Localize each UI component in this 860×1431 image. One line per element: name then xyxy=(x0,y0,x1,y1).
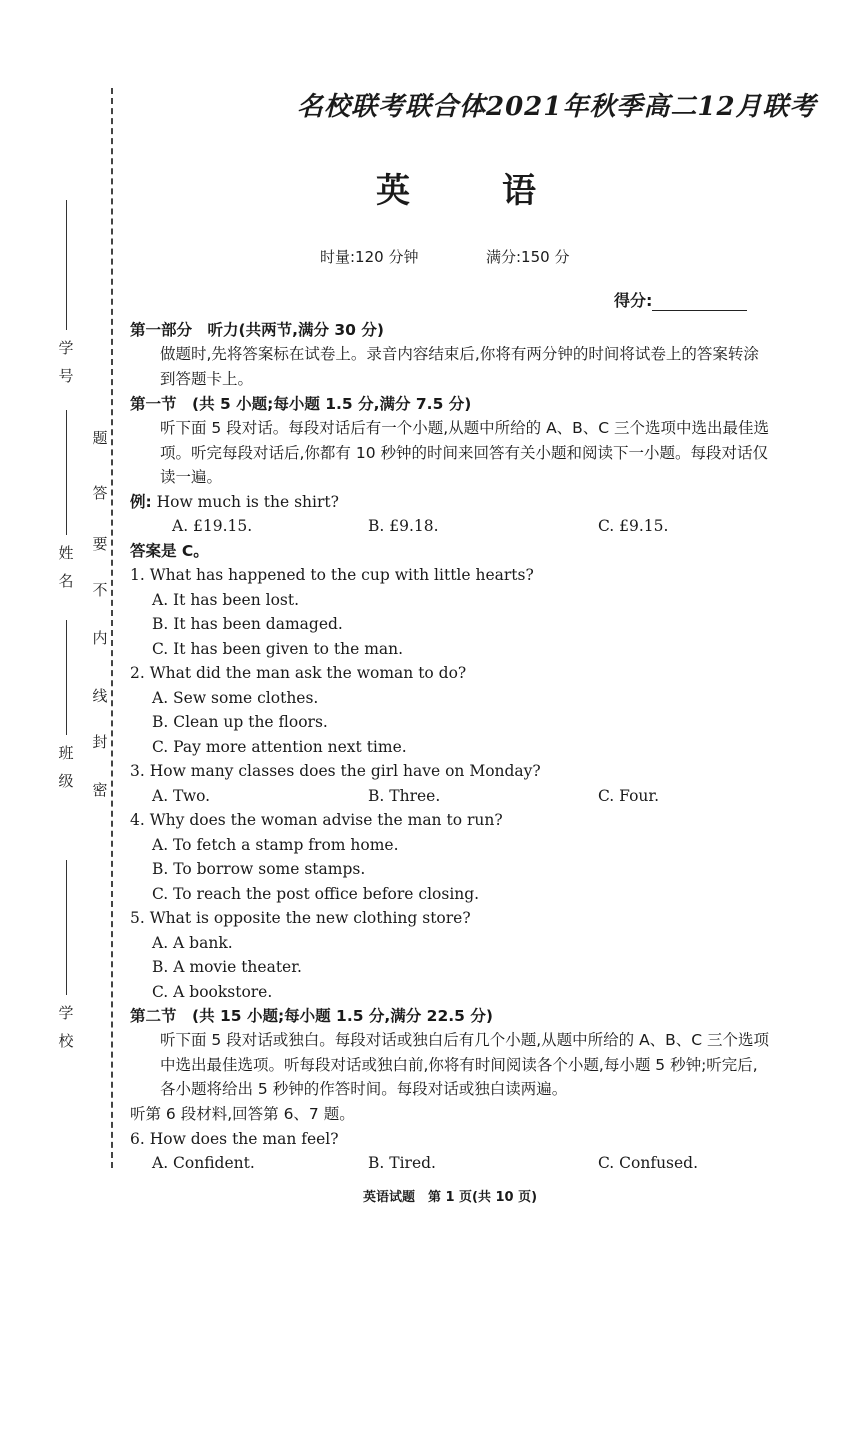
question-1: 1. What has happened to the cup with little hearts? xyxy=(130,566,534,584)
section1-heading: 第一节 (共 5 小题;每小题 1.5 分,满分 7.5 分) xyxy=(130,395,472,413)
subject-title xyxy=(376,163,536,212)
question-2: 2. What did the man ask the woman to do? xyxy=(130,664,467,682)
seal-char: 要 xyxy=(92,535,108,553)
section2-instructions: 听下面 5 段对话或独白。每段对话或独白后有几个小题,从题中所给的 A、B、C 三个选项中选出最佳选项。听每段对话或独白前,你将有时间阅读各个小题,每小题 5 秒钟;听完后,各小题将给出 5 秒钟的作答时间。每段对话或独白读两遍。 xyxy=(160,1031,770,1098)
subject-char-1: 英 xyxy=(376,171,410,211)
seal-char: 内 xyxy=(92,629,108,647)
q4-option-a: A. To fetch a stamp from home. xyxy=(152,836,399,854)
student-number-label: 学 号 xyxy=(58,339,74,385)
binding-dashed-line xyxy=(111,88,113,1168)
q6-option-a: A. Confident. xyxy=(152,1154,255,1172)
seal-char: 封 xyxy=(92,733,108,751)
name-blank xyxy=(66,410,67,535)
exam-title: 名校联考联合体2021年秋季高二12月联考 xyxy=(297,92,817,122)
section2-material: 听第 6 段材料,回答第 6、7 题。 xyxy=(130,1105,355,1123)
name-label: 姓 名 xyxy=(58,544,74,590)
q4-option-b: B. To borrow some stamps. xyxy=(152,860,366,878)
school-label: 学 校 xyxy=(58,1004,74,1050)
class-blank xyxy=(66,620,67,735)
subject-char-2: 语 xyxy=(502,171,536,211)
question-4: 4. Why does the woman advise the man to run? xyxy=(130,811,503,829)
score-field xyxy=(614,288,747,311)
example-answer: 答案是 C。 xyxy=(130,542,209,560)
part1-intro: 做题时,先将答案标在试卷上。录音内容结束后,你将有两分钟的时间将试卷上的答案转涂到答题卡上。 xyxy=(160,345,759,388)
question-3: 3. How many classes does the girl have on Monday? xyxy=(130,762,541,780)
example-option-a: A. £19.15. xyxy=(172,517,253,535)
question-5: 5. What is opposite the new clothing store? xyxy=(130,909,471,927)
score-blank[interactable] xyxy=(652,294,747,311)
seal-char: 答 xyxy=(92,484,108,502)
q3-option-a: A. Two. xyxy=(152,787,211,805)
q1-option-b: B. It has been damaged. xyxy=(152,615,343,633)
q1-option-a: A. It has been lost. xyxy=(152,591,300,609)
seal-char: 密 xyxy=(92,781,108,799)
q5-option-b: B. A movie theater. xyxy=(152,958,302,976)
example-question: How much is the shirt? xyxy=(156,493,339,511)
q6-option-c: C. Confused. xyxy=(598,1154,699,1172)
class-label: 班 级 xyxy=(58,744,74,790)
seal-char: 线 xyxy=(92,687,108,705)
section2-heading: 第二节 (共 15 小题;每小题 1.5 分,满分 22.5 分) xyxy=(130,1007,493,1025)
exam-full-score: 满分:150 分 xyxy=(486,248,570,266)
part1-heading: 第一部分 听力(共两节,满分 30 分) xyxy=(130,321,384,339)
page-footer: 英语试题 第 1 页(共 10 页) xyxy=(362,1190,538,1205)
example-label: 例: xyxy=(130,493,152,511)
section1-instructions: 听下面 5 段对话。每段对话后有一个小题,从题中所给的 A、B、C 三个选项中选出最佳选项。听完每段对话后,你都有 10 秒钟的时间来回答有关小题和阅读下一小题。每段对话仅读一遍。 xyxy=(160,419,770,486)
example-question-line xyxy=(130,490,339,514)
q5-option-c: C. A bookstore. xyxy=(152,983,273,1001)
q6-option-b: B. Tired. xyxy=(368,1154,436,1172)
example-option-c: C. £9.15. xyxy=(598,517,669,535)
q2-option-c: C. Pay more attention next time. xyxy=(152,738,407,756)
school-blank xyxy=(66,860,67,995)
example-option-b: B. £9.18. xyxy=(368,517,439,535)
question-6: 6. How does the man feel? xyxy=(130,1130,339,1148)
q4-option-c: C. To reach the post office before closing. xyxy=(152,885,480,903)
seal-char: 题 xyxy=(92,429,108,447)
score-label: 得分: xyxy=(614,291,653,310)
q1-option-c: C. It has been given to the man. xyxy=(152,640,404,658)
exam-time: 时量:120 分钟 xyxy=(320,248,419,266)
q2-option-a: A. Sew some clothes. xyxy=(152,689,319,707)
q5-option-a: A. A bank. xyxy=(152,934,233,952)
q3-option-b: B. Three. xyxy=(368,787,441,805)
q3-option-c: C. Four. xyxy=(598,787,660,805)
q2-option-b: B. Clean up the floors. xyxy=(152,713,328,731)
student-number-blank xyxy=(66,200,67,330)
seal-char: 不 xyxy=(92,581,108,599)
